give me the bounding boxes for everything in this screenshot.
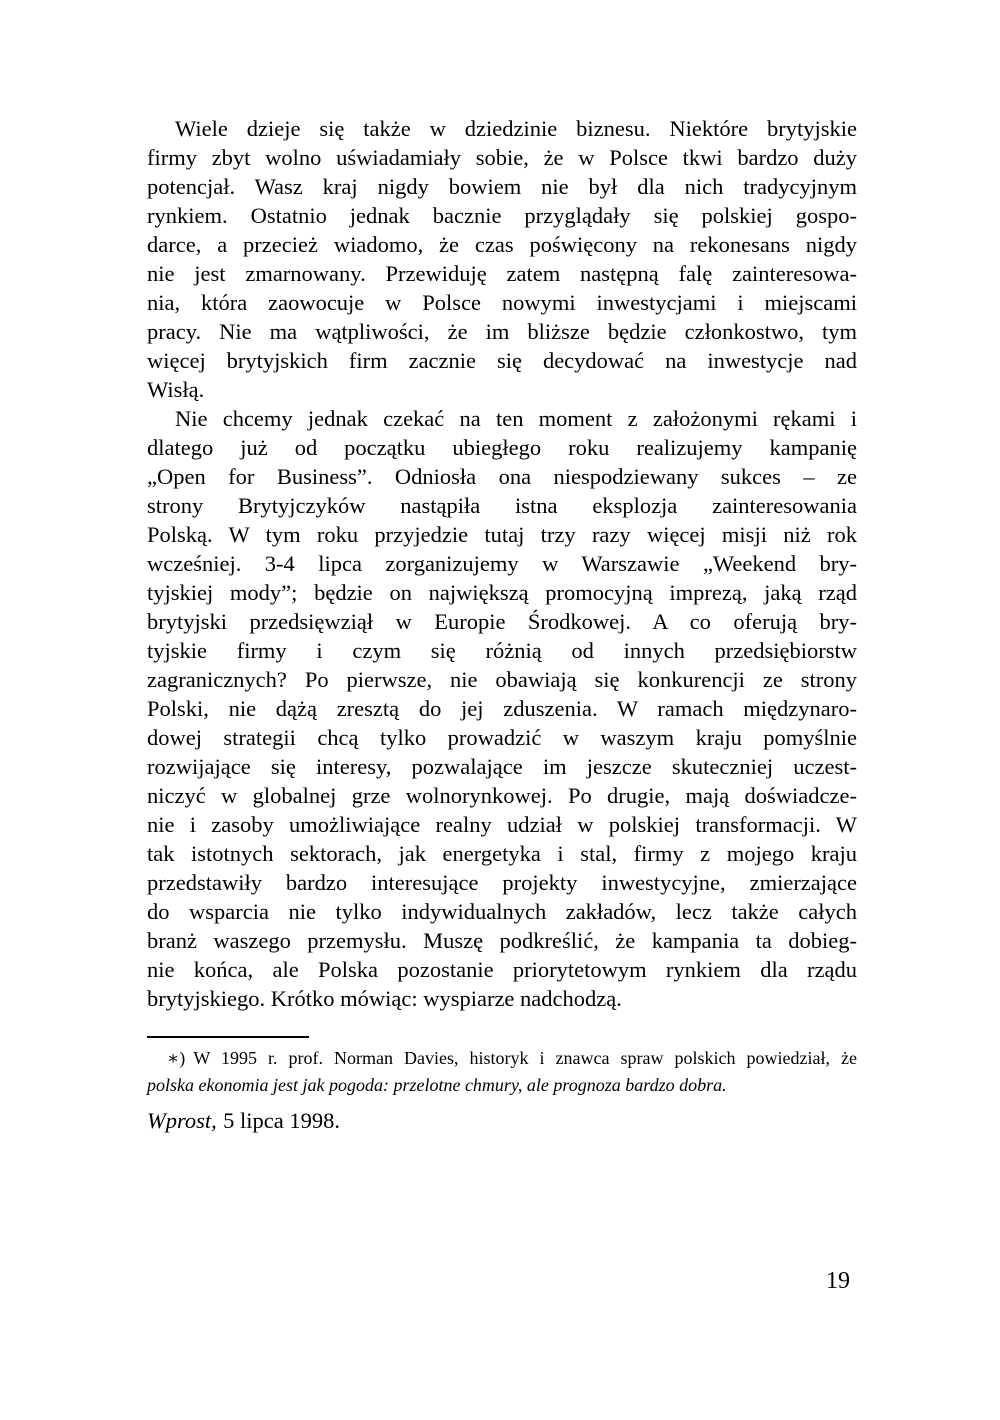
paragraphs: [147, 114, 857, 1013]
text-line: Wisłą.: [147, 377, 205, 402]
text-line: Nie chcemy jednak czekać na ten moment z założonymi rękami i: [175, 406, 857, 431]
text-line: dowej strategii chcą tylko prowadzić w waszym kraju pomyślnie: [147, 725, 857, 750]
text-line: brytyjskiego. Krótko mówiąc: wyspiarze nadchodzą.: [147, 986, 622, 1011]
text-line: Polską. W tym roku przyjedzie tutaj trzy razy więcej misji niż rok: [147, 522, 857, 547]
page-number: 19: [826, 1268, 850, 1294]
source-line: [147, 1106, 340, 1135]
text-line: więcej brytyjskich firm zacznie się decydować na inwestycje nad: [147, 348, 857, 373]
text-line: Wiele dzieje się także w dziedzinie biznesu. Niektóre brytyjskie: [175, 116, 857, 141]
text-line: tyjskiej mody”; będzie on największą promocyjną imprezą, jaką rząd: [147, 580, 857, 605]
footnote-text: W 1995 r. prof. Norman Davies, historyk i znawca spraw polskich powiedział, że: [193, 1048, 857, 1068]
text-line: nia, która zaowocuje w Polsce nowymi inwestycjami i miejscami: [147, 290, 857, 315]
source-date: 5 lipca 1998.: [223, 1108, 340, 1133]
text-line: pracy. Nie ma wątpliwości, że im bliższe będzie członkostwo, tym: [147, 319, 857, 344]
footnote-line-2: polska ekonomia jest jak pogoda: przelotne chmury, ale prognoza bardzo dobra.: [147, 1075, 727, 1095]
text-line: wcześniej. 3-4 lipca zorganizujemy w Warszawie „Weekend bry-: [147, 551, 857, 576]
text-line: darce, a przecież wiadomo, że czas poświęcony na rekonesans nigdy: [147, 232, 857, 257]
text-line: nie i zasoby umożliwiające realny udział w polskiej transformacji. W: [147, 812, 857, 837]
source-title: Wprost,: [147, 1108, 217, 1133]
text-line: przedstawiły bardzo interesujące projekty inwestycyjne, zmierzające: [147, 870, 857, 895]
paragraph: [147, 404, 857, 1013]
footnote-marker: ∗): [167, 1048, 186, 1068]
text-line: rozwijające się interesy, pozwalające im jeszcze skuteczniej uczest-: [147, 754, 857, 779]
text-line: dlatego już od początku ubiegłego roku realizujemy kampanię: [147, 435, 857, 460]
text-line: firmy zbyt wolno uświadamiały sobie, że w Polsce tkwi bardzo duży: [147, 145, 857, 170]
footnote: [147, 1036, 857, 1099]
text-line: nie jest zmarnowany. Przewiduję zatem następną falę zainteresowa-: [147, 261, 857, 286]
text-line: Polski, nie dążą zresztą do jej zduszenia. W ramach międzynaro-: [147, 696, 857, 721]
footnote-line-1: [147, 1045, 857, 1072]
text-line: tak istotnych sektorach, jak energetyka i stal, firmy z mojego kraju: [147, 841, 857, 866]
text-line: „Open for Business”. Odniosła ona niespodziewany sukces – ze: [147, 464, 857, 489]
text-line: brytyjski przedsięwziął w Europie Środkowej. A co oferują bry-: [147, 609, 857, 634]
text-line: zagranicznych? Po pierwsze, nie obawiają się konkurencji ze strony: [147, 667, 857, 692]
text-line: do wsparcia nie tylko indywidualnych zakładów, lecz także całych: [147, 899, 857, 924]
text-line: rynkiem. Ostatnio jednak bacznie przyglądały się polskiej gospo-: [147, 203, 857, 228]
footnote-rule: [147, 1036, 309, 1038]
text-line: tyjskie firmy i czym się różnią od innych przedsiębiorstw: [147, 638, 857, 663]
text-line: nie końca, ale Polska pozostanie priorytetowym rynkiem dla rządu: [147, 957, 857, 982]
text-line: potencjał. Wasz kraj nigdy bowiem nie był dla nich tradycyjnym: [147, 174, 857, 199]
paragraph: [147, 114, 857, 404]
text-line: branż waszego przemysłu. Muszę podkreślić, że kampania ta dobieg-: [147, 928, 857, 953]
text-line: strony Brytyjczyków nastąpiła istna eksplozja zainteresowania: [147, 493, 857, 518]
text-line: niczyć w globalnej grze wolnorynkowej. Po drugie, mają doświadcze-: [147, 783, 857, 808]
